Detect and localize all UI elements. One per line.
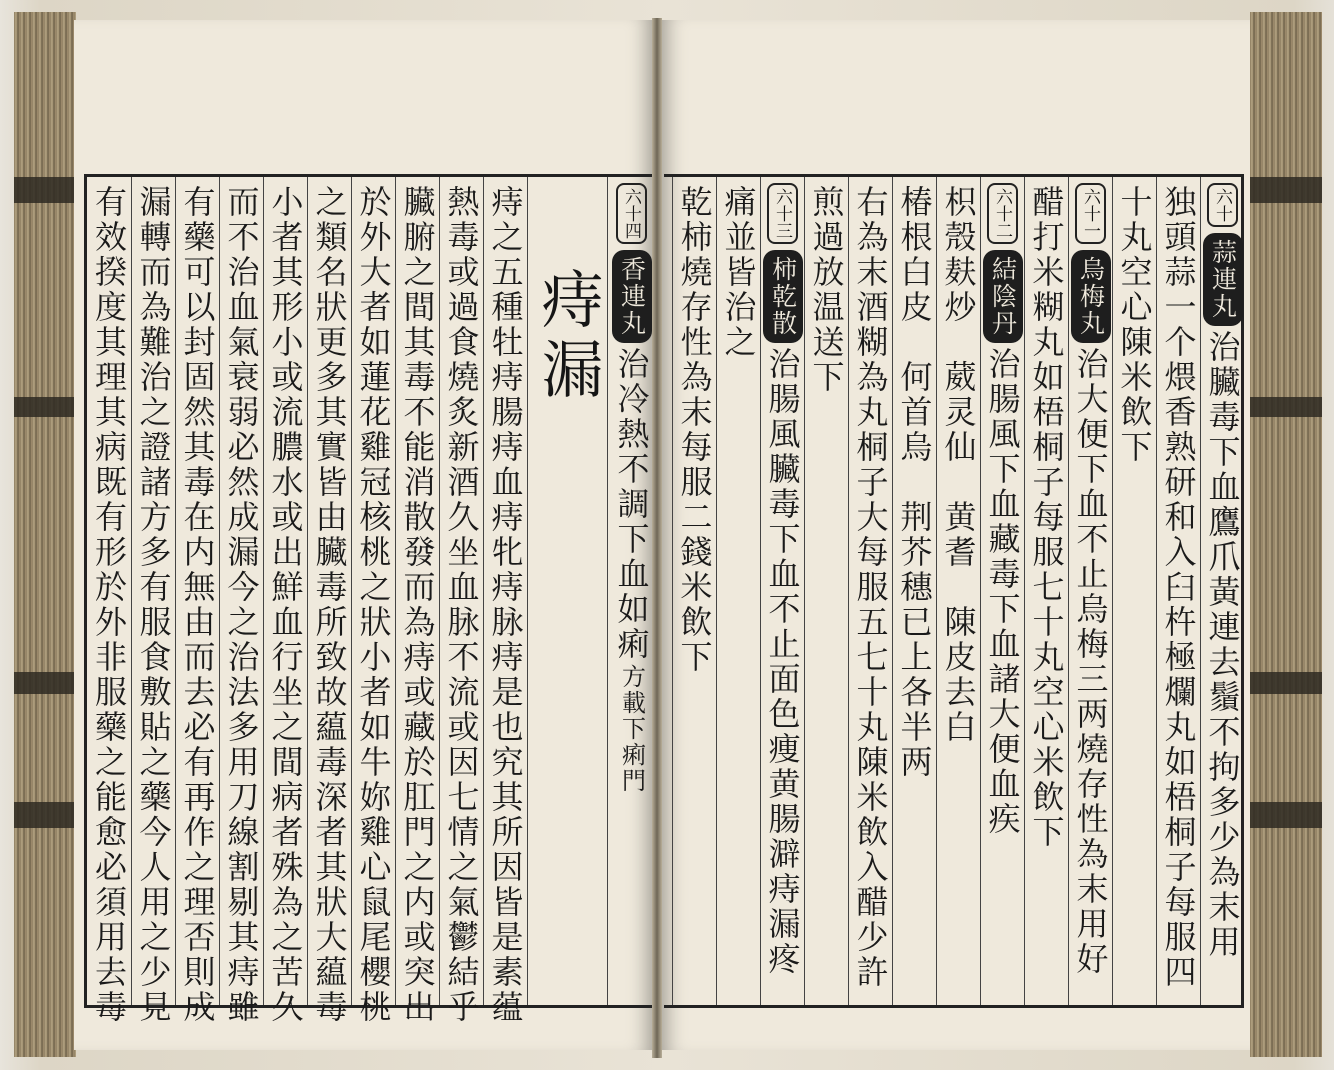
text-column — [131, 177, 175, 1025]
section-title-column — [527, 177, 607, 1005]
text-column — [1112, 177, 1156, 1005]
recipe-number-tag: 六十一 — [1075, 183, 1106, 244]
text-column — [936, 177, 980, 1005]
column-text: 之類名狀更多其實皆由臟毒所致故藴毒深者其狀大藴毒 — [310, 185, 349, 1025]
recipe-note: 方載下痢門 — [617, 664, 646, 794]
text-column — [804, 177, 848, 1005]
column-text: 乾柿燒存性為末每服二錢米飲下 — [675, 185, 714, 675]
recipe-name-badge: 柿乾散 — [763, 250, 803, 343]
column-text: 而不治血氣衰弱必然成漏今之治法多用刀線割剔其痔雖 — [222, 185, 261, 1025]
column-text: 有藥可以封固然其毒在内無由而去必有再作之理否則成 — [178, 185, 217, 1025]
left-text-frame — [84, 174, 652, 1025]
text-column — [716, 177, 760, 1005]
text-column — [263, 177, 307, 1025]
text-column — [175, 177, 219, 1025]
recipe-name-badge: 香連丸 — [612, 250, 652, 343]
right-page-edges — [1250, 12, 1322, 1057]
column-text: 椿根白皮 何首烏 荆芥穗已上各半两 — [895, 185, 934, 780]
column-text: 痛並皆治之 — [719, 185, 758, 360]
column-text: 治腸風下血藏毒下血諸大便血疾 — [983, 347, 1022, 837]
column-text: 漏轉而為難治之證諸方多有服食敷貼之藥今人用之少見 — [134, 185, 173, 1025]
text-column — [848, 177, 892, 1005]
column-text: 独頭蒜一个煨香熟研和入臼杵極爛丸如梧桐子每服四 — [1159, 185, 1198, 990]
column-text: 治臟毒下血鷹爪黃連去鬚不拘多少為末用 — [1203, 330, 1242, 960]
recipe-number-tag: 六十三 — [767, 183, 798, 244]
column-text: 十丸空心陳米飲下 — [1115, 185, 1154, 465]
recipe-name-badge: 蒜連丸 — [1203, 233, 1243, 326]
column-text: 有效揆度其理其病既有形於外非服藥之能愈必須用去毒 — [90, 185, 128, 1025]
text-column — [439, 177, 483, 1025]
recipe-number-tag: 六十 — [1207, 183, 1238, 227]
column-text: 治腸風臟毒下血不止面色痩黄腸澼痔漏疼 — [763, 347, 802, 977]
recipe-number-tag: 六十二 — [987, 183, 1018, 244]
text-column — [672, 177, 716, 1005]
recipe-column — [760, 177, 804, 1005]
text-column — [307, 177, 351, 1025]
recipe-name-badge: 結陰丹 — [983, 250, 1023, 343]
right-text-frame — [664, 174, 1244, 1008]
recipe-name-badge: 烏梅丸 — [1071, 250, 1111, 343]
recipe-column — [980, 177, 1024, 1005]
column-text: 小者其形小或流膿水或出鮮血行坐之間病者殊為之苦久 — [266, 185, 305, 1025]
text-column — [219, 177, 263, 1025]
recipe-column — [607, 177, 655, 1005]
text-column — [1156, 177, 1200, 1005]
column-text: 治大便下血不止烏梅三两燒存性為末用好 — [1071, 347, 1110, 977]
text-column — [395, 177, 439, 1025]
column-text: 煎過放温送下 — [807, 185, 846, 395]
recipe-text: 治冷熱不調下血如痢 — [612, 347, 651, 662]
recipe-column — [1200, 177, 1244, 1005]
column-text: 熱毒或過食燒炙新酒久坐血脉不流或因七情之氣鬱結乎 — [442, 185, 481, 1025]
section-title: 痔漏 — [531, 267, 604, 407]
text-column — [892, 177, 936, 1005]
text-column — [87, 177, 131, 1025]
recipe-column — [1068, 177, 1112, 1005]
column-text: 右為末酒糊為丸桐子大每服五七十丸陳米飲入醋少許 — [851, 185, 890, 990]
left-page-edges — [14, 12, 76, 1057]
text-column — [1024, 177, 1068, 1005]
column-text: 枳殼麸炒 葳灵仙 黄耆 陳皮去白 — [939, 185, 978, 745]
blank-column — [664, 177, 672, 1005]
column-text: 臟腑之間其毒不能消散發而為痔或藏於肛門之内或突出 — [398, 185, 437, 1025]
column-text: 於外大者如蓮花雞冠核桃之狀小者如牛妳雞心鼠尾櫻桃 — [354, 185, 393, 1025]
recipe-number-tag: 六十四 — [616, 183, 647, 244]
column-text: 痔之五種牡痔腸痔血痔牝痔脉痔是也究其所因皆是素蕴 — [486, 185, 525, 1025]
column-text: 醋打米糊丸如梧桐子每服七十丸空心米飲下 — [1027, 185, 1066, 850]
text-column — [483, 177, 527, 1025]
text-column — [351, 177, 395, 1025]
